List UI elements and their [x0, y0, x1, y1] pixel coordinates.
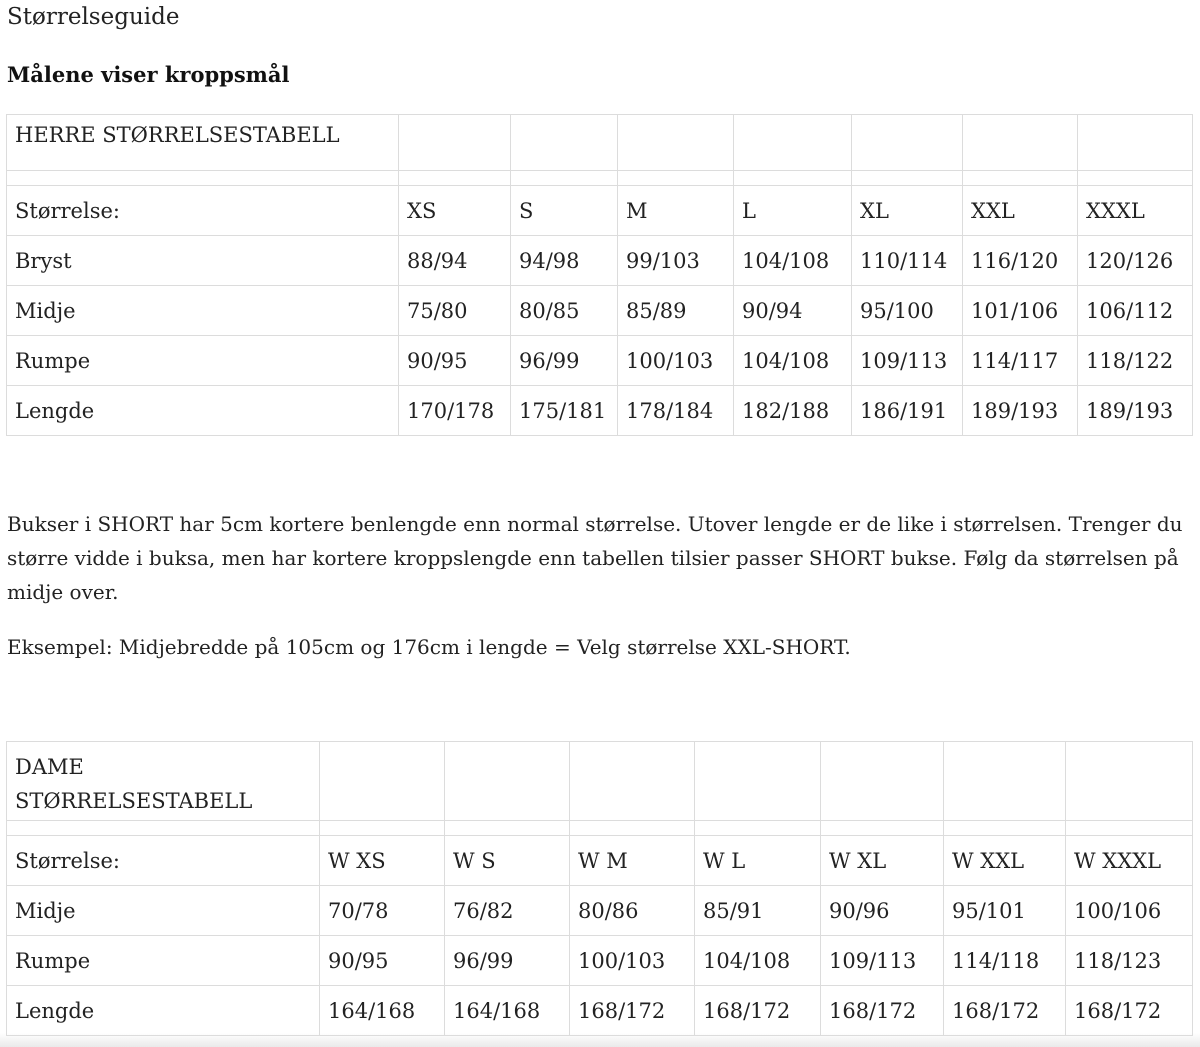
size-header: M: [618, 186, 734, 236]
table-cell: 104/108: [734, 236, 852, 286]
table-cell: 164/168: [445, 986, 570, 1036]
table-cell: 118/123: [1066, 936, 1193, 986]
table-cell: 189/193: [963, 386, 1078, 436]
table-cell: 164/168: [320, 986, 445, 1036]
size-header: XS: [399, 186, 511, 236]
table-spacer-row: [7, 821, 1193, 836]
table-cell: 189/193: [1078, 386, 1193, 436]
table-cell: 85/91: [695, 886, 821, 936]
table-cell: 101/106: [963, 286, 1078, 336]
table-cell: 80/85: [511, 286, 618, 336]
row-label: Lengde: [7, 986, 320, 1036]
short-size-note: Bukser i SHORT har 5cm kortere benlengde enn normal størrelse. Utover lengde er de like i størrelsen. Trenger du større vidde i buksa, men har kortere kroppslengde enn tabellen tilsier passer SHORT bukse. Følg da størrelsen på midje over.: [7, 512, 1183, 604]
table-cell: 110/114: [852, 236, 963, 286]
size-example: Eksempel: Midjebredde på 105cm og 176cm i lengde = Velg størrelse XXL-SHORT.: [7, 635, 851, 659]
table-cell: 96/99: [511, 336, 618, 386]
table-header-row: [7, 186, 1193, 236]
table-cell: 104/108: [734, 336, 852, 386]
dame-size-table: [6, 741, 1193, 1036]
table-cell: 100/103: [618, 336, 734, 386]
table-cell: 104/108: [695, 936, 821, 986]
table-row: [7, 336, 1193, 386]
table-row: [7, 936, 1193, 986]
size-header: XXXL: [1078, 186, 1193, 236]
table-header-row: [7, 836, 1193, 886]
table-cell: 118/122: [1078, 336, 1193, 386]
table-cell: 182/188: [734, 386, 852, 436]
size-header: S: [511, 186, 618, 236]
row-label: Rumpe: [7, 336, 399, 386]
table-cell: 90/94: [734, 286, 852, 336]
row-label: Bryst: [7, 236, 399, 286]
row-label: Midje: [7, 886, 320, 936]
table-cell: 168/172: [821, 986, 944, 1036]
table-cell: 170/178: [399, 386, 511, 436]
table-title: HERRE STØRRELSESTABELL: [7, 115, 399, 171]
table-cell: 109/113: [852, 336, 963, 386]
size-header: W L: [695, 836, 821, 886]
page-title: Størrelseguide: [7, 4, 180, 30]
table-row: [7, 386, 1193, 436]
table-cell: 70/78: [320, 886, 445, 936]
row-label: Størrelse:: [7, 186, 399, 236]
size-header: W XXL: [944, 836, 1066, 886]
table-cell: 168/172: [1066, 986, 1193, 1036]
size-header: W XL: [821, 836, 944, 886]
size-header: W M: [570, 836, 695, 886]
table-cell: 90/95: [320, 936, 445, 986]
table-title: DAME STØRRELSESTABELL: [7, 742, 320, 821]
table-cell: 120/126: [1078, 236, 1193, 286]
table-cell: 168/172: [695, 986, 821, 1036]
subheading: Målene viser kroppsmål: [7, 62, 290, 87]
table-cell: 96/99: [445, 936, 570, 986]
table-cell: 116/120: [963, 236, 1078, 286]
table-cell: 94/98: [511, 236, 618, 286]
table-cell: 99/103: [618, 236, 734, 286]
table-cell: 114/118: [944, 936, 1066, 986]
table-cell: 88/94: [399, 236, 511, 286]
size-header: L: [734, 186, 852, 236]
table-row: [7, 286, 1193, 336]
bottom-fade: [0, 1033, 1200, 1047]
table-spacer-row: [7, 171, 1193, 186]
table-cell: 76/82: [445, 886, 570, 936]
table-cell: 186/191: [852, 386, 963, 436]
row-label: Rumpe: [7, 936, 320, 986]
size-header: W S: [445, 836, 570, 886]
herre-size-table: [6, 114, 1193, 436]
table-cell: 75/80: [399, 286, 511, 336]
table-cell: 100/106: [1066, 886, 1193, 936]
table-cell: 106/112: [1078, 286, 1193, 336]
table-cell: 168/172: [944, 986, 1066, 1036]
table-cell: 178/184: [618, 386, 734, 436]
table-row: [7, 886, 1193, 936]
size-header: W XXXL: [1066, 836, 1193, 886]
row-label: Midje: [7, 286, 399, 336]
table-cell: 90/95: [399, 336, 511, 386]
table-cell: 95/101: [944, 886, 1066, 936]
table-row: [7, 236, 1193, 286]
table-cell: 100/103: [570, 936, 695, 986]
row-label: Størrelse:: [7, 836, 320, 886]
table-row: [7, 986, 1193, 1036]
table-cell: 95/100: [852, 286, 963, 336]
table-cell: 80/86: [570, 886, 695, 936]
table-title-row: [7, 742, 1193, 821]
table-cell: 85/89: [618, 286, 734, 336]
table-title-row: [7, 115, 1193, 171]
table-cell: 109/113: [821, 936, 944, 986]
table-cell: 90/96: [821, 886, 944, 936]
size-header: W XS: [320, 836, 445, 886]
table-cell: 114/117: [963, 336, 1078, 386]
size-header: XXL: [963, 186, 1078, 236]
table-cell: 168/172: [570, 986, 695, 1036]
table-cell: 175/181: [511, 386, 618, 436]
size-header: XL: [852, 186, 963, 236]
row-label: Lengde: [7, 386, 399, 436]
